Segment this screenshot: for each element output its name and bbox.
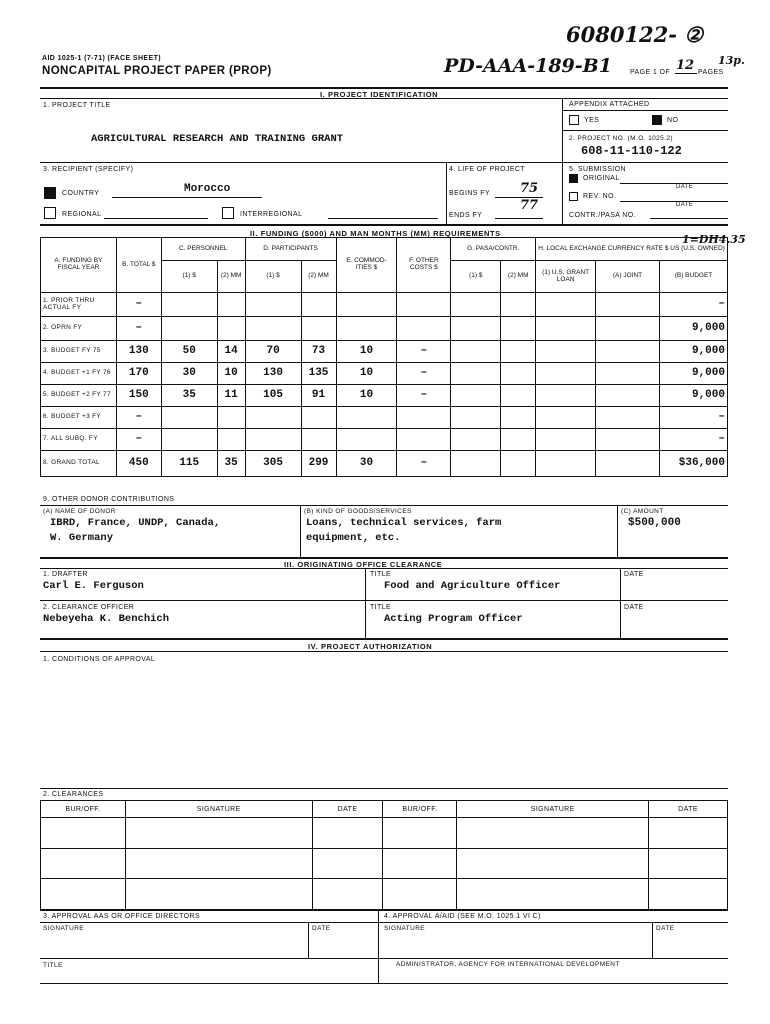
donor-name-line2: W. Germany [50, 532, 114, 544]
drafter-date-label: DATE [624, 571, 644, 578]
cell-pers-dollar: 35 [161, 385, 217, 407]
interregional-checkbox[interactable] [222, 207, 234, 219]
hdr-funding-year: A. FUNDING BY FISCAL YEAR [41, 238, 117, 293]
cell-total: 130 [116, 341, 161, 363]
ends-fy-value: 77 [520, 198, 539, 213]
clearance-signature-header: SIGNATURE [125, 801, 312, 818]
cell-other [397, 293, 451, 317]
hdr-pasa-contr: G. PASA/CONTR. [451, 238, 536, 261]
cell-commodities [336, 317, 397, 341]
cell-commodities [336, 407, 397, 429]
clearance-officer-label: 2. CLEARANCE OFFICER [43, 604, 135, 611]
table-row [41, 385, 728, 407]
cell-part-dollar [245, 407, 301, 429]
cell-pers-mm [217, 293, 245, 317]
cell-total: – [116, 429, 161, 451]
approval-aa-title-label: TITLE [43, 962, 63, 969]
cell-coop-budget: – [659, 429, 727, 451]
donor-kind-label: (B) KIND OF GOODS/SERVICES [304, 508, 412, 515]
project-no-value: 608-11-110-122 [581, 144, 682, 158]
drafter-title-label: TITLE [370, 571, 392, 578]
cell-part-mm: 135 [301, 363, 336, 385]
clearance-row [41, 848, 728, 879]
clearance-date-header: DATE [312, 801, 383, 818]
cell-commodities [336, 429, 397, 451]
interregional-label: INTERREGIONAL [240, 211, 303, 218]
cell-other: – [397, 363, 451, 385]
row-label: 2. OPRN FY [41, 317, 117, 341]
recipient-label: 3. RECIPIENT (SPECIFY) [43, 166, 134, 173]
cell-part-dollar: 70 [245, 341, 301, 363]
section-1-heading: I. PROJECT IDENTIFICATION [320, 90, 439, 99]
regional-label: REGIONAL [62, 211, 102, 218]
row-label: 1. PRIOR THRU ACTUAL FY [41, 293, 117, 317]
funding-table [40, 237, 728, 477]
cell-commodities: 10 [336, 341, 397, 363]
cell-part-mm [301, 429, 336, 451]
clearance-date-label: DATE [624, 604, 644, 611]
table-row-grand-total [41, 451, 728, 477]
clearance-title-label: TITLE [370, 604, 392, 611]
cell-other: – [397, 385, 451, 407]
document-code: PD-AAA-189-B1 [444, 55, 612, 77]
original-date-label: DATE [676, 184, 694, 190]
section-2-heading: II. FUNDING ($000) AND MAN MONTHS (MM) REQUIREMENTS [250, 229, 501, 238]
submission-label: 5. SUBMISSION [569, 166, 626, 173]
cell-part-dollar [245, 429, 301, 451]
country-label: COUNTRY [62, 190, 100, 197]
cell-pers-mm [217, 407, 245, 429]
form-title: NONCAPITAL PROJECT PAPER (PROP) [42, 65, 272, 77]
cell-coop-budget: 9,000 [659, 341, 727, 363]
hdr-coop-budget: (B) BUDGET [659, 261, 727, 293]
hdr-local-exchange: H. LOCAL EXCHANGE CURRENCY RATE $ US (U.S. OWNED) [536, 238, 728, 261]
cell-part-dollar [245, 317, 301, 341]
country-value: Morocco [184, 183, 231, 195]
original-checkbox[interactable] [569, 174, 578, 183]
cell-pers-dollar [161, 429, 217, 451]
row-label: 3. BUDGET FY 75 [41, 341, 117, 363]
cell-pers-mm: 11 [217, 385, 245, 407]
hdr-personnel: C. PERSONNEL [161, 238, 245, 261]
donor-name-label: (A) NAME OF DONOR [43, 508, 116, 515]
donor-amount-value: $500,000 [628, 517, 681, 529]
donor-name-line1: IBRD, France, UNDP, Canada, [50, 517, 221, 529]
cell-pers-dollar: 30 [161, 363, 217, 385]
begins-fy-value: 75 [520, 181, 539, 196]
hdr-us-grant-loan: (1) U.S. GRANT LOAN [536, 261, 596, 293]
approval-aa-signature-label: SIGNATURE [43, 925, 85, 932]
cell-other [397, 317, 451, 341]
table-row [41, 293, 728, 317]
cell-total: 170 [116, 363, 161, 385]
clearance-date-header: DATE [649, 801, 728, 818]
cell-total: – [116, 317, 161, 341]
cell-other: – [397, 451, 451, 477]
hdr-other-costs: F. OTHER COSTS $ [397, 238, 451, 293]
cell-pers-dollar: 50 [161, 341, 217, 363]
donor-amount-label: (C) AMOUNT [621, 508, 664, 515]
page-note: 13p. [718, 54, 745, 67]
table-row [41, 363, 728, 385]
exchange-rate: 1=DH4.35 [682, 233, 746, 246]
clearance-bur-header: BUR/OFF. [383, 801, 457, 818]
cell-part-mm: 91 [301, 385, 336, 407]
ends-fy-label: ENDS FY [449, 212, 483, 219]
appendix-yes-checkbox[interactable] [569, 115, 579, 125]
revno-label: REV. NO. [583, 193, 617, 200]
clearance-officer-name: Nebeyeha K. Benchich [43, 613, 170, 625]
hdr-part-dollar: (1) $ [245, 261, 301, 293]
cell-pers-mm: 10 [217, 363, 245, 385]
appendix-no-label: NO [667, 117, 679, 124]
cell-other [397, 407, 451, 429]
cell-commodities [336, 293, 397, 317]
cell-total: 450 [116, 451, 161, 477]
clearance-bur-header: BUR/OFF. [41, 801, 126, 818]
cell-pers-mm: 35 [217, 451, 245, 477]
row-label: 6. BUDGET +3 FY [41, 407, 117, 429]
approval-aa-date-label: DATE [312, 925, 331, 932]
drafter-label: 1. DRAFTER [43, 571, 88, 578]
clearance-row [41, 818, 728, 849]
approval-aaid-date-label: DATE [656, 925, 675, 932]
cell-total: – [116, 407, 161, 429]
table-row [41, 341, 728, 363]
cell-other [397, 429, 451, 451]
table-row [41, 429, 728, 451]
cell-pers-dollar [161, 407, 217, 429]
row-label: 8. GRAND TOTAL [41, 451, 117, 477]
appendix-no-checkbox[interactable] [652, 115, 662, 125]
cell-coop-budget: – [659, 293, 727, 317]
row-label: 7. ALL SUBQ. FY [41, 429, 117, 451]
country-checkbox[interactable] [44, 187, 56, 199]
cell-part-dollar: 130 [245, 363, 301, 385]
cell-part-dollar [245, 293, 301, 317]
hdr-coop-joint: (A) JOINT [596, 261, 660, 293]
cell-pers-mm [217, 429, 245, 451]
begins-fy-label: BEGINS FY [449, 190, 490, 197]
cell-pers-mm: 14 [217, 341, 245, 363]
approval-aa-label: 3. APPROVAL AAS OR OFFICE DIRECTORS [43, 913, 201, 920]
form-id: AID 1025-1 (7-71) (FACE SHEET) [42, 55, 161, 62]
handwritten-project-number: 6080122- ② [566, 22, 704, 47]
contr-pasa-label: CONTR./PASA NO. [569, 212, 636, 219]
cell-other: – [397, 341, 451, 363]
hdr-total: B. TOTAL $ [116, 238, 161, 293]
hdr-pers-mm: (2) MM [217, 261, 245, 293]
cell-coop-budget: 9,000 [659, 385, 727, 407]
revno-date-label: DATE [676, 202, 694, 208]
cell-part-dollar: 105 [245, 385, 301, 407]
project-title-label: 1. PROJECT TITLE [43, 102, 111, 109]
drafter-name: Carl E. Ferguson [43, 580, 144, 592]
cell-part-mm: 73 [301, 341, 336, 363]
cell-coop-budget: 9,000 [659, 363, 727, 385]
hdr-participants: D. PARTICIPANTS [245, 238, 336, 261]
section-3-heading: III. ORIGINATING OFFICE CLEARANCE [284, 560, 443, 569]
cell-part-mm: 299 [301, 451, 336, 477]
pages-label: PAGES [698, 69, 724, 76]
cell-pers-dollar: 115 [161, 451, 217, 477]
hdr-pers-dollar: (1) $ [161, 261, 217, 293]
original-label: ORIGINAL [583, 175, 620, 182]
cell-pers-dollar [161, 317, 217, 341]
clearance-row [41, 879, 728, 910]
donor-kind-line2: equipment, etc. [306, 532, 401, 544]
cell-part-mm [301, 293, 336, 317]
clearance-officer-title: Acting Program Officer [384, 613, 523, 625]
approval-aaid-label: 4. APPROVAL A/AID (SEE M.O. 1025.1 VI C) [384, 913, 541, 920]
cell-total: – [116, 293, 161, 317]
donor-kind-line1: Loans, technical services, farm [306, 517, 502, 529]
clearance-signature-header: SIGNATURE [457, 801, 649, 818]
hdr-pasa-mm: (2) MM [501, 261, 536, 293]
revno-checkbox[interactable] [569, 192, 578, 201]
cell-part-mm [301, 407, 336, 429]
cell-commodities: 10 [336, 385, 397, 407]
cell-coop-budget: – [659, 407, 727, 429]
life-of-project-label: 4. LIFE OF PROJECT [449, 166, 526, 173]
row-label: 5. BUDGET +2 FY 77 [41, 385, 117, 407]
appendix-yes-label: YES [584, 117, 600, 124]
section-4-heading: IV. PROJECT AUTHORIZATION [308, 642, 433, 651]
cell-coop-budget: 9,000 [659, 317, 727, 341]
cell-commodities: 10 [336, 363, 397, 385]
cell-part-dollar: 305 [245, 451, 301, 477]
drafter-title: Food and Agriculture Officer [384, 580, 561, 592]
administrator-caption: ADMINISTRATOR, AGENCY FOR INTERNATIONAL DEVELOPMENT [396, 961, 620, 968]
page-total: 12 [676, 58, 695, 73]
appendix-label: APPENDIX ATTACHED [569, 101, 650, 108]
cell-pers-mm [217, 317, 245, 341]
cell-commodities: 30 [336, 451, 397, 477]
clearances-table [40, 800, 728, 910]
donor-heading: 9. OTHER DONOR CONTRIBUTIONS [43, 496, 175, 503]
cell-part-mm [301, 317, 336, 341]
cell-total: 150 [116, 385, 161, 407]
hdr-commodities: E. COMMOD- ITIES $ [336, 238, 397, 293]
project-title-value: AGRICULTURAL RESEARCH AND TRAINING GRANT [91, 133, 344, 145]
table-row [41, 317, 728, 341]
row-label: 4. BUDGET +1 FY 76 [41, 363, 117, 385]
cell-coop-budget: $36,000 [659, 451, 727, 477]
regional-checkbox[interactable] [44, 207, 56, 219]
page-label: PAGE 1 OF [630, 69, 671, 76]
hdr-pasa-dollar: (1) $ [451, 261, 501, 293]
table-row [41, 407, 728, 429]
conditions-label: 1. CONDITIONS OF APPROVAL [43, 656, 156, 663]
approval-aaid-signature-label: SIGNATURE [384, 925, 426, 932]
cell-pers-dollar [161, 293, 217, 317]
clearances-label: 2. CLEARANCES [43, 791, 104, 798]
hdr-part-mm: (2) MM [301, 261, 336, 293]
project-no-label: 2. PROJECT NO. (M.O. 1025.2) [569, 135, 673, 142]
